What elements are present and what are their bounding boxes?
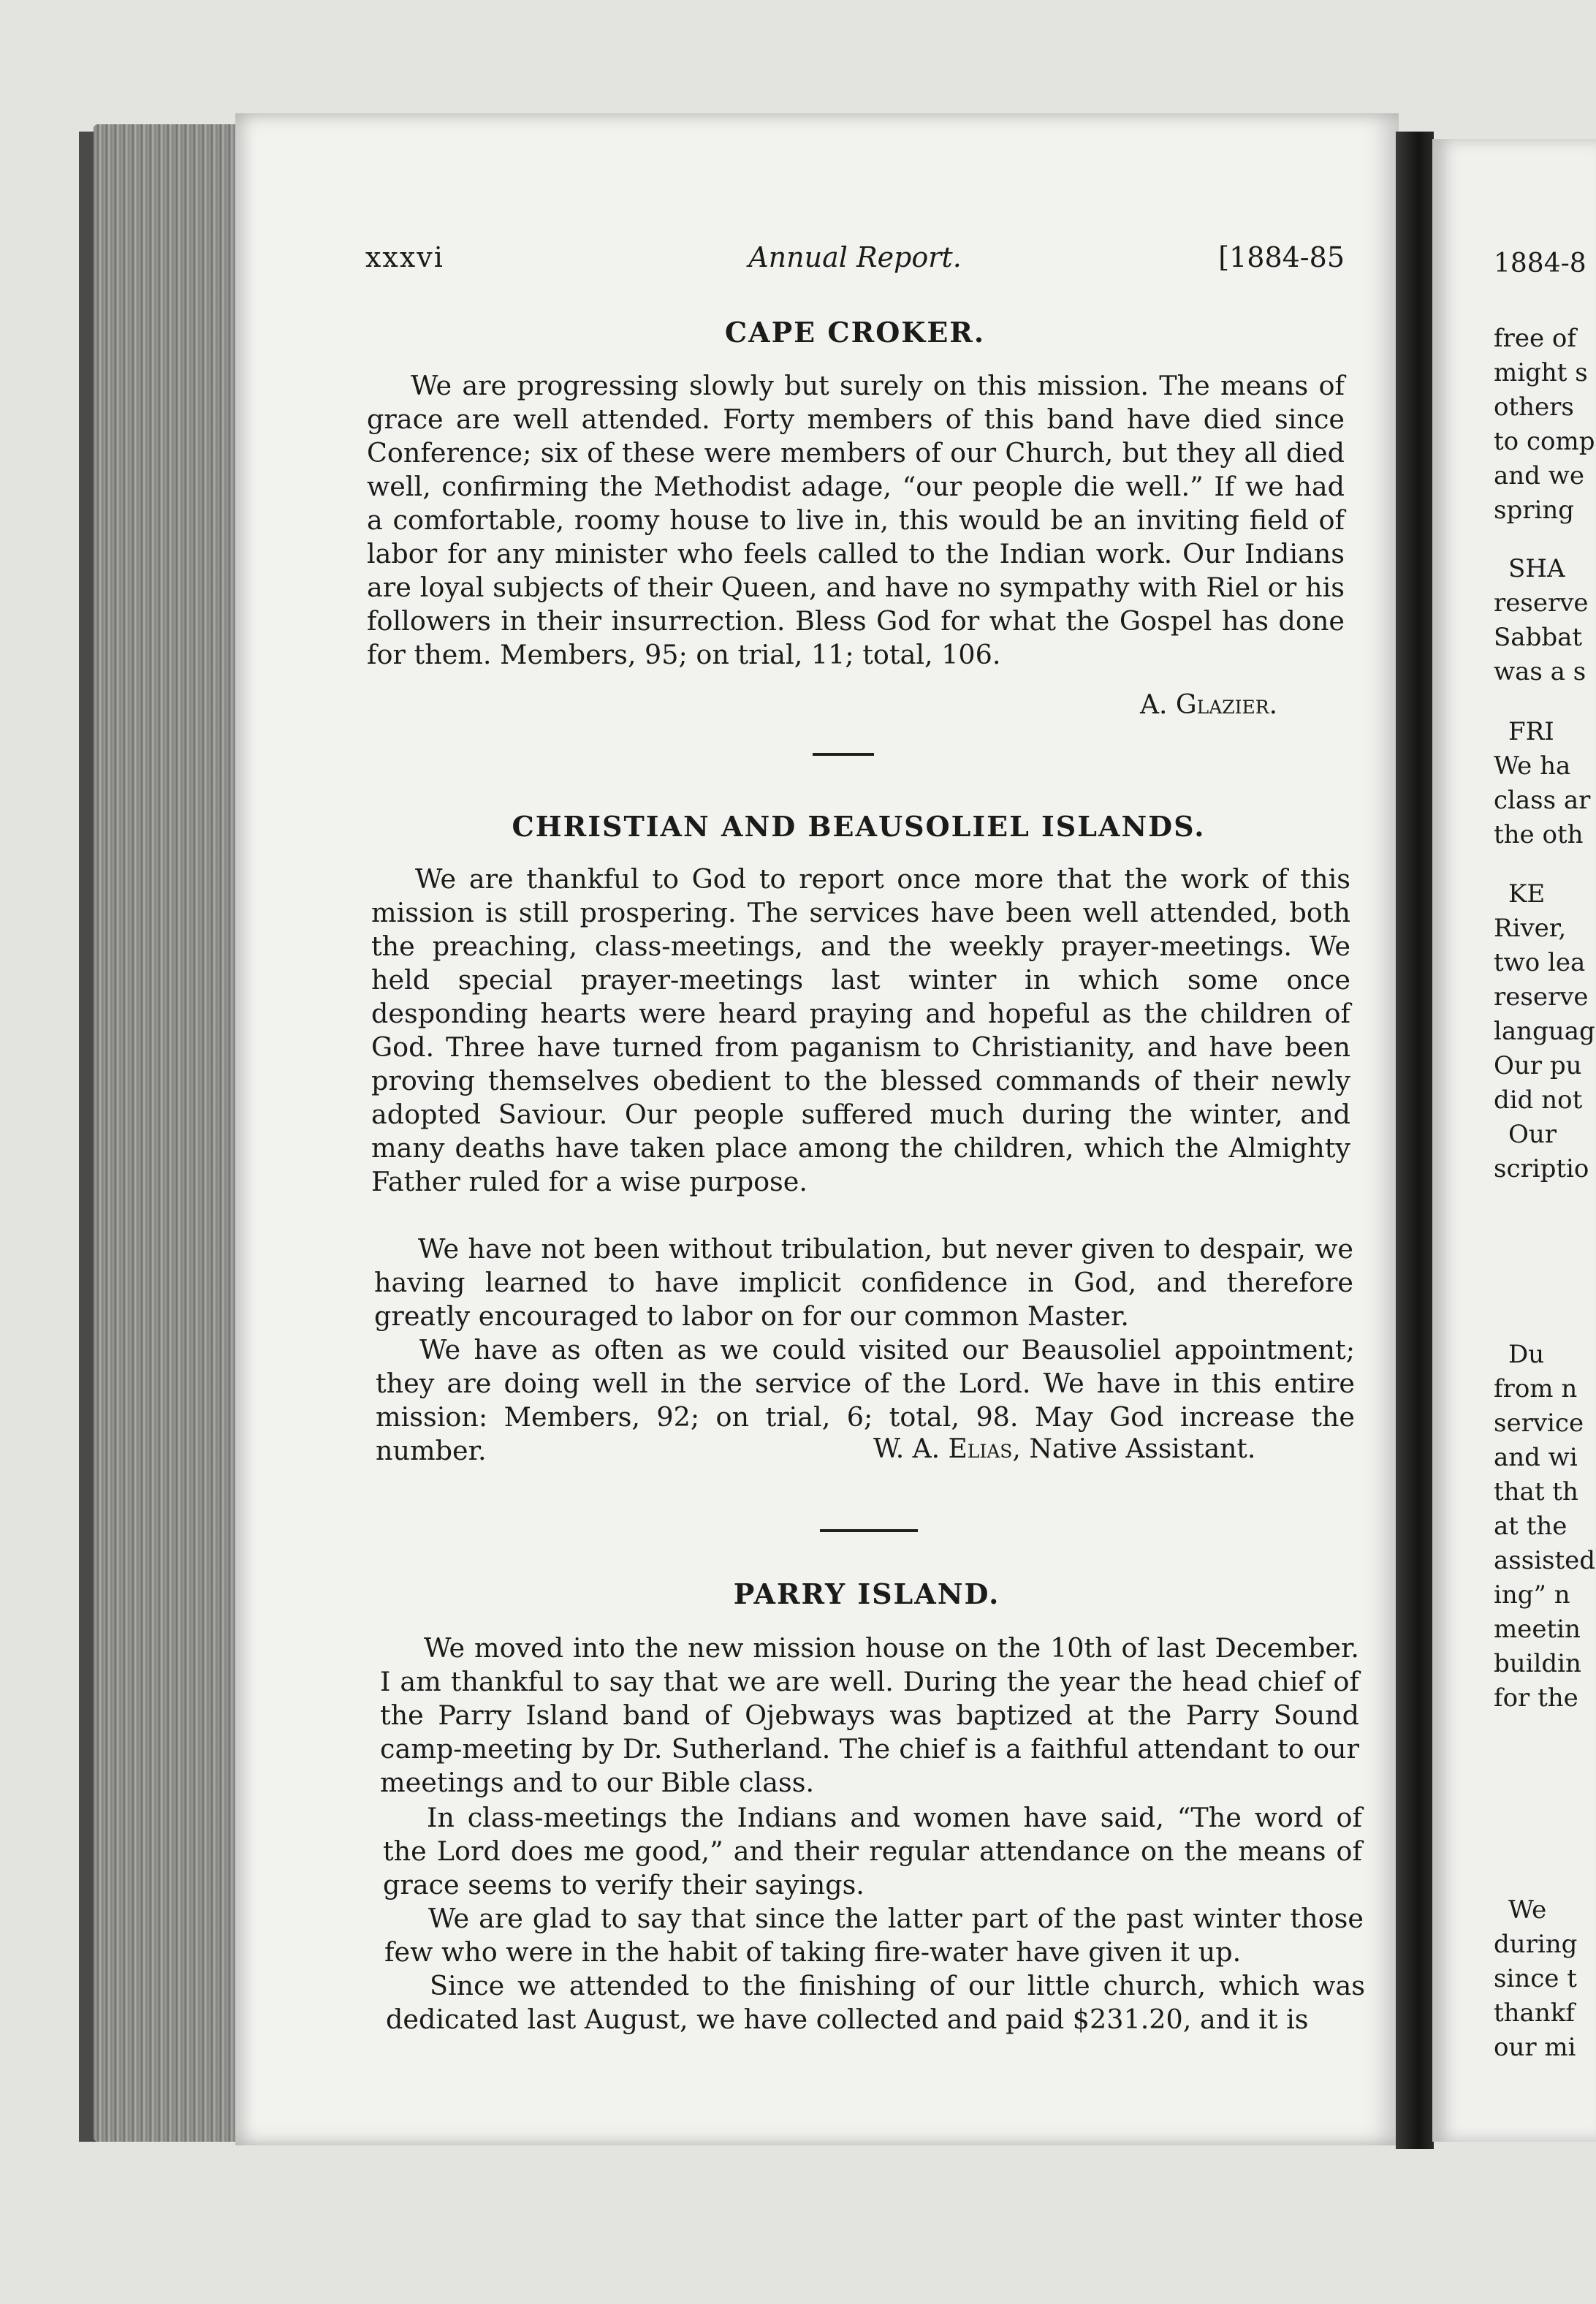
text-fragment: might s [1494, 358, 1588, 387]
text-fragment: was a s [1494, 657, 1586, 686]
text-fragment: buildin [1494, 1649, 1581, 1678]
paragraph: We have not been without tribulation, but never given to despair, we having learned to have implicit confidence in God, and therefore greatly encouraged to labor on for our common Master. [374, 1233, 1353, 1332]
text-fragment: others [1494, 393, 1574, 422]
running-year: [1884-85 [1218, 241, 1345, 273]
text-fragment: scriptio [1494, 1154, 1589, 1183]
text-fragment: two lea [1494, 948, 1586, 977]
right-running-year: 1884-8 [1494, 249, 1586, 278]
text-fragment: reserve [1494, 588, 1589, 618]
text-fragment: class ar [1494, 786, 1591, 815]
text-fragment: during [1494, 1930, 1578, 1959]
signature-name: W. A. Elias, [873, 1434, 1021, 1464]
text-fragment: at the [1494, 1512, 1568, 1541]
text-fragment: to comp [1494, 427, 1595, 456]
text-fragment: SHA [1508, 554, 1565, 583]
text-fragment: did not [1494, 1085, 1583, 1115]
text-fragment: that th [1494, 1477, 1578, 1507]
text-fragment: ing” n [1494, 1580, 1570, 1610]
section-title-christian-beausoliel: CHRISTIAN AND BEAUSOLIEL ISLANDS. [512, 810, 1206, 843]
text-fragment: and we [1494, 461, 1584, 490]
text-fragment: service [1494, 1409, 1584, 1438]
text-fragment: River, [1494, 914, 1567, 943]
text-fragment: assisted [1494, 1546, 1596, 1575]
text-fragment: FRI [1508, 717, 1554, 746]
signature-role: Native Assistant. [1029, 1434, 1256, 1464]
text-fragment: Du [1508, 1340, 1545, 1369]
text-fragment: free of [1494, 324, 1576, 353]
right-page [1432, 139, 1596, 2142]
text-fragment: KE [1508, 879, 1546, 909]
paragraph: In class-meetings the Indians and women have said, “The word of the Lord does me good,” and their regular attendance on the means of grace seems to verify their sayings. [383, 1802, 1362, 1901]
text-fragment: We ha [1494, 751, 1571, 781]
text-fragment: Our [1508, 1120, 1557, 1149]
text-fragment: from n [1494, 1374, 1578, 1403]
paragraph: We are thankful to God to report once more that the work of this mission is still prospering. The services have been well attended, both the preaching, class-meetings, and the weekly prayer-meetings. We held special prayer-meetings last winter in which some once desponding hearts were heard praying and hopeful as the children of God. Three have turned from paganism to Christianity, and have been proving themselves obedient to the blessed commands of their newly adopted Saviour. Our people suffered much during the winter, and many deaths have taken place among the children, which the Almighty Father ruled for a wise purpose. [371, 863, 1350, 1197]
book-gutter [1396, 132, 1434, 2149]
section-title-parry-island: PARRY ISLAND. [733, 1577, 1000, 1610]
page-edges [94, 124, 238, 2142]
text-fragment: for the [1494, 1683, 1578, 1713]
text-fragment: We [1508, 1895, 1547, 1925]
section-divider [820, 1529, 918, 1532]
text-fragment: and wi [1494, 1443, 1578, 1472]
paragraph: We are glad to say that since the latter part of the past winter those few who were in the habit of taking fire-water have given it up. [384, 1903, 1364, 1968]
paragraph: We moved into the new mission house on the 10th of last December. I am thankful to say that we are well. During the year the head chief of the Parry Island band of Ojebways was baptized at the Parry Sound camp-meeting by Dr. Sutherland. The chief is a faithful attendant to our meetings and to our Bible class. [380, 1632, 1359, 1798]
section-title-cape-croker: CAPE CROKER. [724, 316, 986, 349]
running-head [365, 241, 1345, 285]
paragraph: We are progressing slowly but surely on this mission. The means of grace are well attended. Forty members of this band have died since Conference; six of these were members of our Church, but they all died well, confirming the Methodist adage, “our people die well.” If we had a comfortable, roomy house to live in, this would be an inviting field of labor for any minister who feels called to the Indian work. Our Indians are loyal subjects of their Queen, and have no sympathy with Riel or his followers in their insurrection. Bless God for what the Gospel has done for them. Members, 95; on trial, 11; total, 106. [367, 370, 1345, 670]
paragraph: Since we attended to the finishing of our little church, which was dedicated last August, we have collected and paid $231.20, and it is [386, 1970, 1365, 2035]
paragraph: We have as often as we could visited our Beausoliel appointment; they are doing well in the service of the Lord. We have in this entire mission: Members, 92; on trial, 6; total, 98. May God increase the number. [376, 1334, 1355, 1466]
text-fragment: reserve [1494, 982, 1589, 1012]
page-folio: xxxvi [365, 241, 444, 273]
text-fragment: meetin [1494, 1615, 1581, 1644]
signature: A. Glazier. [1140, 690, 1278, 720]
signature [873, 1434, 1255, 1464]
running-title: Annual Report. [748, 241, 962, 273]
text-fragment: thankf [1494, 1998, 1575, 2028]
section-divider [813, 753, 874, 756]
text-fragment: since t [1494, 1964, 1577, 1993]
text-fragment: our mi [1494, 2033, 1576, 2062]
text-fragment: Sabbat [1494, 623, 1583, 652]
text-fragment: spring [1494, 496, 1575, 525]
text-fragment: languag [1494, 1017, 1595, 1046]
text-fragment: Our pu [1494, 1051, 1582, 1080]
text-fragment: the oth [1494, 820, 1584, 849]
